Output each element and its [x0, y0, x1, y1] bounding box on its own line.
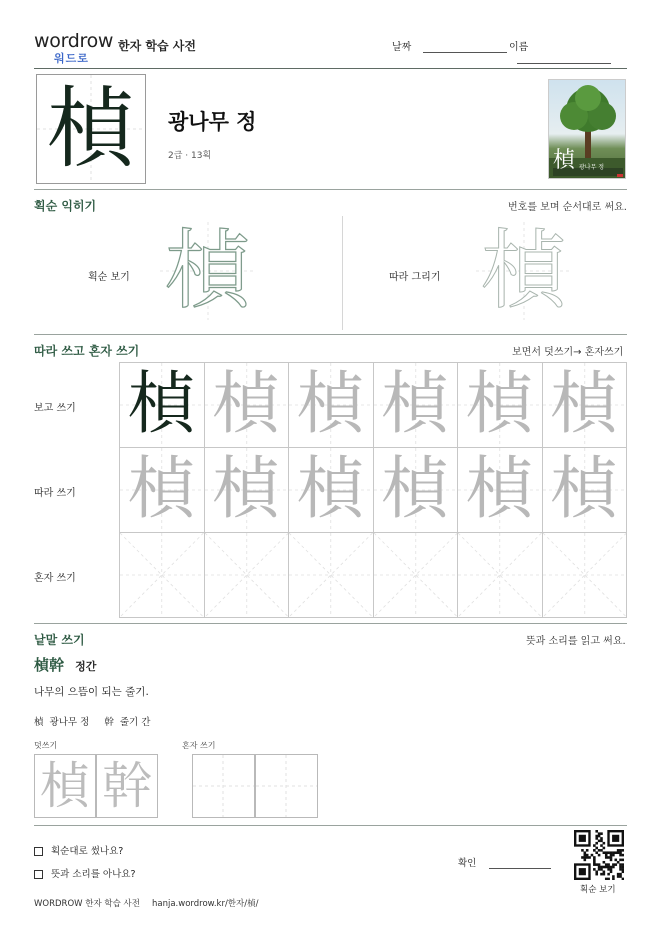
- header-divider: [34, 68, 627, 69]
- row-label-look: 보고 쓰기: [34, 403, 76, 414]
- cell-guide-lines: [458, 533, 542, 617]
- practice-cell[interactable]: [288, 362, 374, 448]
- stroke-view-box[interactable]: [160, 222, 256, 320]
- practice-cell[interactable]: [204, 362, 290, 448]
- practice-cell[interactable]: [373, 362, 459, 448]
- date-label: 날짜: [392, 42, 412, 53]
- confirm-label: 확인: [458, 858, 477, 869]
- check-meaning-sound[interactable]: [34, 866, 136, 880]
- cell-guide-lines: [205, 533, 289, 617]
- practice-cell[interactable]: [119, 362, 205, 448]
- hero-character: 楨: [46, 77, 135, 180]
- practice-cell[interactable]: [457, 532, 543, 618]
- word-reading: 정간: [75, 660, 97, 673]
- thumb-caption: 광나무 정: [579, 164, 605, 171]
- stroke-section-hint: 번호를 보며 순서대로 써요.: [508, 202, 627, 213]
- word-divider: [34, 825, 627, 826]
- hero-meta: 2급 · 13획: [168, 151, 212, 161]
- practice-cell[interactable]: [119, 532, 205, 618]
- word-trace-char-1: 楨: [40, 757, 90, 815]
- word-parts: [34, 714, 150, 728]
- wordrow-logo[interactable]: [34, 30, 116, 64]
- word-section-hint: 뜻과 소리를 읽고 써요.: [526, 636, 626, 647]
- practice-cell-char: 楨: [296, 450, 365, 529]
- header: [34, 30, 627, 66]
- practice-cell[interactable]: [204, 447, 290, 533]
- practice-cell[interactable]: [542, 532, 628, 618]
- check-stroke-order[interactable]: [34, 843, 123, 857]
- name-field[interactable]: [509, 38, 627, 64]
- checkbox-meaning[interactable]: [34, 870, 43, 879]
- check2-label: 뜻과 소리를 아나요?: [51, 869, 136, 880]
- word-heading: [34, 654, 96, 675]
- alone-guides-2: [256, 755, 317, 817]
- word-section-title: 낱말 쓰기: [34, 633, 85, 647]
- practice-cell-char: 楨: [550, 450, 619, 529]
- word-trace-char-2: 幹: [102, 757, 152, 815]
- confirm-field[interactable]: [458, 855, 551, 869]
- part-hanja-1: 楨: [34, 717, 44, 728]
- practice-cell-char: 楨: [212, 365, 281, 444]
- header-title: 한자 학습 사전: [118, 39, 196, 53]
- meaning-sound: 광나무 정: [168, 110, 257, 134]
- practice-cell-char: 楨: [381, 450, 450, 529]
- check1-label: 획순대로 썼나요?: [51, 846, 124, 857]
- practice-section-hint: 보면서 덧쓰기→ 혼자쓰기: [512, 347, 624, 358]
- practice-cell[interactable]: [542, 447, 628, 533]
- logo-sub: 워드로: [54, 52, 89, 65]
- part-text-2: 줄기 간: [119, 717, 151, 728]
- word-alone-box-2[interactable]: [255, 754, 318, 818]
- practice-cell-char: 楨: [550, 365, 619, 444]
- practice-cell-char: 楨: [296, 365, 365, 444]
- practice-cell[interactable]: [288, 447, 374, 533]
- hero-character-box: [36, 74, 146, 184]
- row-label-alone: 혼자 쓰기: [34, 573, 76, 584]
- name-label: 이름: [509, 42, 529, 53]
- qr-code-image: [574, 830, 624, 880]
- practice-cell[interactable]: [373, 447, 459, 533]
- practice-section-title: 따라 쓰고 혼자 쓰기: [34, 344, 140, 358]
- practice-cell[interactable]: [542, 362, 628, 448]
- practice-cell-char: 楨: [212, 450, 281, 529]
- date-field[interactable]: [392, 38, 507, 53]
- practice-cell[interactable]: [457, 362, 543, 448]
- stroke-trace-char: 楨: [481, 221, 567, 321]
- hero-thumbnail[interactable]: [548, 79, 626, 179]
- alone-guides-1: [193, 755, 254, 817]
- qr-code[interactable]: [574, 830, 624, 880]
- stroke-divider-vertical: [342, 216, 343, 330]
- practice-cell-char: 楨: [127, 365, 196, 444]
- practice-cell[interactable]: [204, 532, 290, 618]
- stroke-section-title: 획순 익히기: [34, 199, 97, 213]
- word-alone-box-1[interactable]: [192, 754, 255, 818]
- stroke-trace-box[interactable]: [476, 222, 572, 320]
- word-trace-box-2[interactable]: [96, 754, 158, 818]
- word-hanja: 楨幹: [34, 656, 65, 674]
- stroke-view-label: 획순 보기: [88, 272, 130, 283]
- checkbox-stroke[interactable]: [34, 847, 43, 856]
- stroke-divider: [34, 334, 627, 335]
- word-trace-label: 덧쓰기: [34, 741, 58, 750]
- row-label-trace: 따라 쓰기: [34, 488, 76, 499]
- part-text-1: 광나무 정: [49, 717, 90, 728]
- qr-caption: 획순 보기: [580, 885, 616, 895]
- cell-guide-lines: [543, 533, 627, 617]
- cell-guide-lines: [120, 533, 204, 617]
- footer-url[interactable]: hanja.wordrow.kr/한자/楨/: [152, 899, 259, 909]
- word-definition: 나무의 으뜸이 되는 줄기.: [34, 686, 149, 698]
- practice-cell-char: 楨: [465, 450, 534, 529]
- stroke-view-char: 楨: [165, 221, 251, 321]
- practice-cell[interactable]: [457, 447, 543, 533]
- word-trace-box-1[interactable]: [34, 754, 96, 818]
- practice-divider: [34, 623, 627, 624]
- part-hanja-2: 幹: [104, 717, 114, 728]
- logo-word: wordrow: [34, 30, 114, 52]
- footer-brand: WORDROW 한자 학습 사전: [34, 899, 140, 909]
- hero-divider: [34, 189, 627, 190]
- stroke-trace-label: 따라 그리기: [389, 272, 441, 283]
- practice-cell[interactable]: [373, 532, 459, 618]
- thumb-red-tag: [617, 174, 623, 177]
- practice-cell[interactable]: [288, 532, 374, 618]
- practice-cell-char: 楨: [127, 450, 196, 529]
- practice-cell-char: 楨: [465, 365, 534, 444]
- thumb-char: 楨: [553, 148, 576, 173]
- cell-guide-lines: [289, 533, 373, 617]
- word-alone-label: 혼자 쓰기: [182, 741, 216, 750]
- cell-guide-lines: [374, 533, 458, 617]
- practice-cell-char: 楨: [381, 365, 450, 444]
- practice-cell[interactable]: [119, 447, 205, 533]
